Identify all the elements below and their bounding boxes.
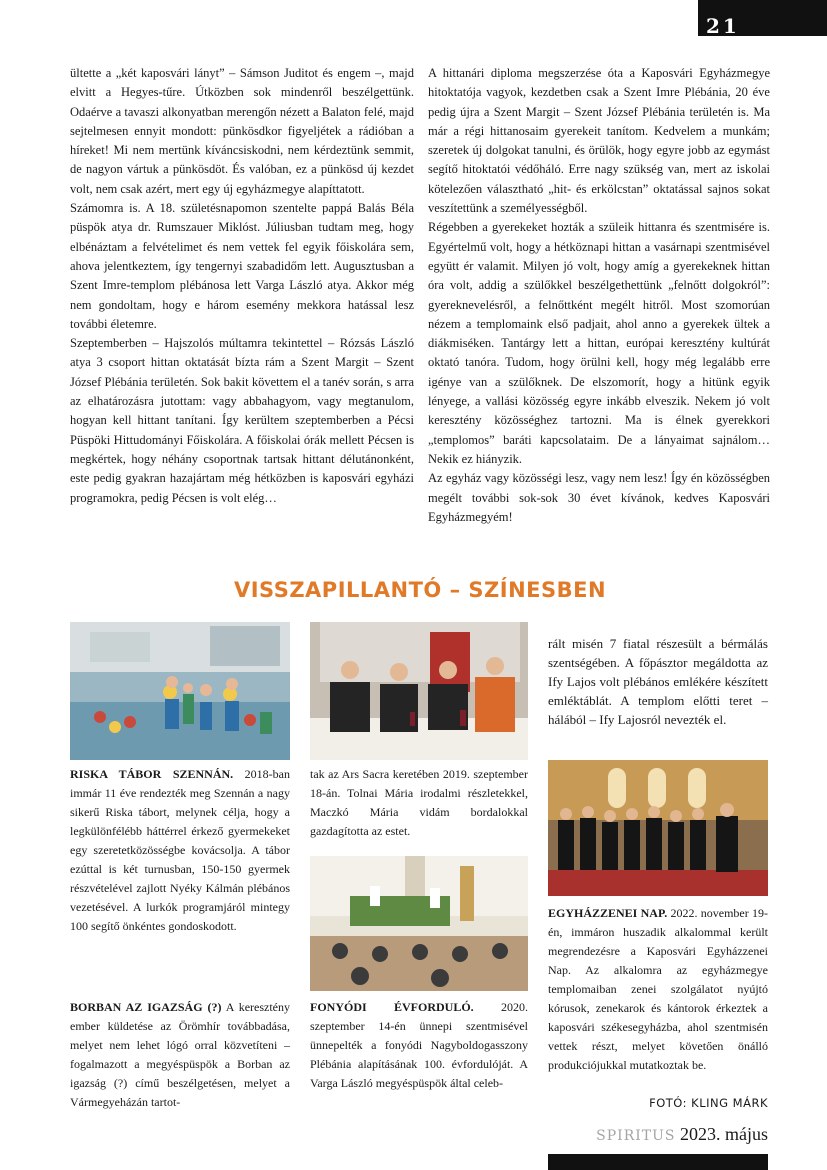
caption-text: rált misén 7 fiatal részesült a bérmálás szentségében. A főpásztor megáldotta az Ify Lajos volt plébános emlékére készített emléktáblát. A templom előtti teret – hálából – Ify Lajosról nevezték el. <box>548 636 768 727</box>
article-paragraph: ültette a „két kaposvári lányt” – Sámson Juditot és engem –, majd elvitt a Hegyes-tűre. Útközben sok mindenről beszélgettünk. Odaérve a tavaszi alkonyatban merengőn nézett a Balaton felé, majd sejtelmesen ennyit mondott: pünkösdkor figyeljétek a rádióban a híreket! Mi nem mertünk kíváncsiskodni, nem kérdeztünk semmit, de nagyon vártuk a pünkösdöt. És valóban, ez a pünkösd új kezdet volt, nem csak azért, mert egy új egyházmegye alapíttatott. <box>70 66 414 196</box>
page-footer <box>560 1124 768 1145</box>
caption-heading: RISKA TÁBOR SZENNÁN. <box>70 767 234 781</box>
footer-bar <box>548 1154 768 1170</box>
caption-heading: FONYÓDI ÉVFORDULÓ. <box>310 1000 474 1014</box>
article-paragraph: Szeptemberben – Hajszolós múltamra tekintettel – Rózsás László atya 3 csoport hittan oktatását bízta rám a Szent Margit – Szent József Plébánia területén. Sok bakit követtem el a tanév során, s arra az elhatározásra jutottam: vagy abbahagyom, vagy megtanulom, hogyan kell hittant tanítani. Így kerültem szeptemberben a Pécsi Püspöki Hittudományi Főiskolára. A főiskolai órák mellett Pécsen is megkértek, hogy néhány csoportnak tartsak hittant délutánonként, este pedig gyakran hazajártam még hétközben is kaposvári egyházi programokra, pedig Pécsen is volt elég… <box>70 336 414 505</box>
article-paragraph: Számomra is. A 18. születésnapomon szentelte pappá Balás Béla püspök atya dr. Rumszauer Miklóst. Júliusban tudtam meg, hogy elbénáztam a felvételimet és nem vettek fel egyik főiskolára sem, ahova jelentkeztem, így tengernyi szabadidőm lett. Augusztusban a Szent Imre-templom plébánosa lett Varga László atya. Akkor még nem gondoltam, hogy e három esemény mekkora hatással lesz további életemre. <box>70 201 414 331</box>
borban-caption <box>70 998 290 1112</box>
issue-date: 2023. május <box>680 1124 768 1144</box>
article-paragraph: Régebben a gyerekeket hozták a szüleik hittanra és szentmisére is. Egyértelmű volt, hogy a hétköznapi hittan a vasárnapi szentmisével együtt ér valamit. Milyen jó volt, hogy amíg a gyerekeknek hittan óra volt, addig a szülőkkel beszélgethettünk „felnőtt dolgokról”: gyereknevelésről, a felnőttként megélt hitről. Most szomorúan nézem a templomaink első padjait, ahol anno a gyerekek ültek a diákmiséken. Tantárgy lett a hittan, európai keresztény kultúrát oktató tanóra. Tudom, hogy örülni kell, hogy még legalább erre igénye van a szülőknek. De elszomorít, hogy a hitünk egyik lényege, a vallási közösség egyre inkább elveszik. Nekem jó volt keresztény közösséghez tartozni. Ma is élnek gyerekkori „templomos” baráti kapcsolataim. De a lányaimat sajnálom… Nekik ez hiányzik. <box>428 220 770 466</box>
fonyod-caption <box>310 998 528 1093</box>
fonyod-caption-continued <box>548 634 768 729</box>
section-title: VISSZAPILLANTÓ – SZÍNESBEN <box>233 578 607 602</box>
church-music-caption <box>548 904 768 1075</box>
caption-text: 2018-ban immár 11 éve rendezték meg Szennán a nagy sikerű Riska tábort, melynek célja, hogy a legkülönfélébb háttérrel érkező gyermekeket egy szeretetközösségbe kovácsolja. A tábor ezúttal is két turnusban, 150-150 gyermek részvételével zajlott Nyéky Kálmán plébános vezetésével. A lurkók programjáról mintegy 100 segítő önkéntes gondoskodott. <box>70 767 290 933</box>
page-number: 21 <box>698 0 827 36</box>
caption-heading: EGYHÁZZENEI NAP. <box>548 906 668 920</box>
caption-heading: BORBAN AZ IGAZSÁG (?) <box>70 1000 222 1014</box>
article-paragraph: Az egyház vagy közösségi lesz, vagy nem lesz! Így én közösségben megélt további sok-sok 30 évet kívánok, kedves Kaposvári Egyházmegyém! <box>428 471 770 524</box>
caption-text: A keresztény ember küldetése az Örömhír továbbadása, melyet nem lehet lógó orral közvetíteni – fogalmazott a megyéspüspök a Borban az igazság (?) című beszélgetésen, melyet a Vármegyeházán tartot- <box>70 1000 290 1109</box>
borban-event-photo <box>310 622 528 760</box>
borban-caption-continued <box>310 765 528 841</box>
magazine-name: SPIRITUS <box>596 1128 676 1144</box>
church-music-photo <box>548 760 768 896</box>
photo-credit: FOTÓ: KLING MÁRK <box>649 1096 768 1110</box>
article-column-right <box>428 64 770 527</box>
caption-text: 2022. november 19-én, immáron huszadik alkalommal került megrendezésre a Kaposvári Egyházzenei Nap. Az alkalomra az egyházmegye templomaiban zenei szolgálatot nyújtó kórusok, zenekarok és kántorok érkeztek a kaposvári székesegyházba, ahol szentmisén vettek részt, melyet követően önálló produkciójukkal mutatkoztak be. <box>548 906 769 1072</box>
riska-camp-photo <box>70 622 290 760</box>
caption-text: 2020. szeptember 14-én ünnepi szentmisével ünnepelték a fonyódi Nagyboldogasszony Plébánia alapításának 100. évfordulóját. A Varga László megyéspüspök által celeb- <box>310 1000 528 1090</box>
fonyod-church-photo <box>310 856 528 991</box>
article-paragraph: A hittanári diploma megszerzése óta a Kaposvári Egyházmegye hitoktatója vagyok, kezdetben csak a Szent Imre Plébánia, 20 éve pedig újra a Szent Margit – Szent József Plébánia területén is. Ma már a régi hittanosaim gyerekeit tanítom. Kedvelem a munkám; szeretek új dolgokat tanulni, és örülök, hogy egyre jobb az egymást segítő hitoktatói védőháló. Erre nagy szükség van, mert az iskolai kötelezően választható „hit- és erkölcstan” oktatással sajnos sokat veszítettünk a személyességből. <box>428 66 770 216</box>
riska-caption <box>70 765 290 936</box>
article-column-left <box>70 64 414 508</box>
caption-text: tak az Ars Sacra keretében 2019. szeptember 18-án. Tolnai Mária irodalmi részletekkel, Maczkó Mária vidám bordalokkal gazdagította az estet. <box>310 767 528 838</box>
